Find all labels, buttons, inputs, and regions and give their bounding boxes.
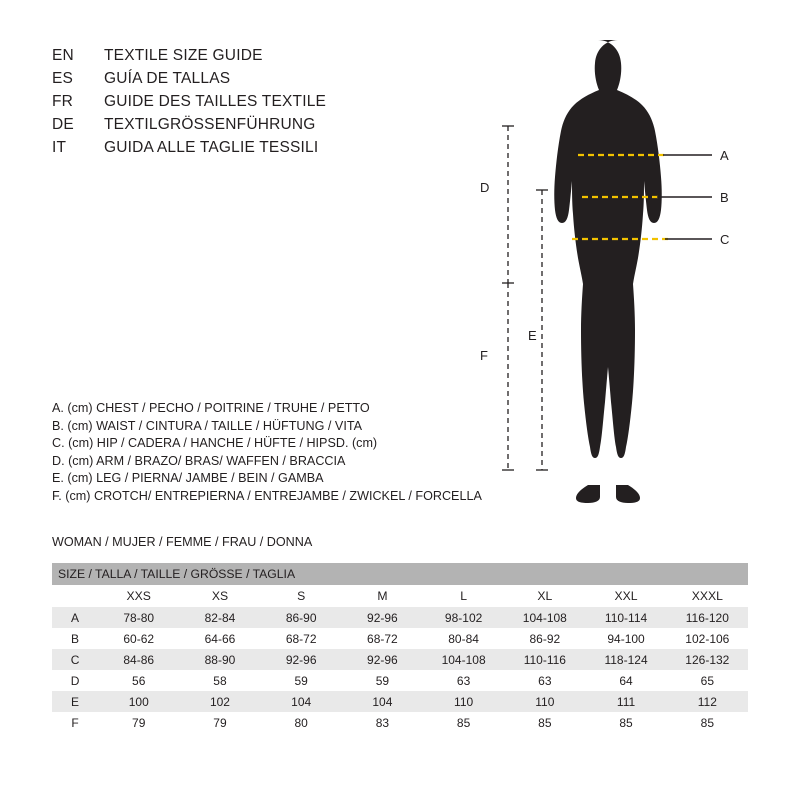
cell-b-xxl: 94-100 (585, 628, 666, 649)
title-row-fr (52, 93, 472, 116)
cell-d-xxs: 56 (98, 670, 179, 691)
cell-b-m: 68-72 (342, 628, 423, 649)
cell-e-s: 104 (261, 691, 342, 712)
cell-b-xxs: 60-62 (98, 628, 179, 649)
legend-item-a: A. (cm) CHEST / PECHO / POITRINE / TRUHE / PETTO (52, 401, 370, 415)
row-key-f: F (52, 712, 98, 733)
legend-item-e: E. (cm) LEG / PIERNA/ JAMBE / BEIN / GAMBA (52, 471, 324, 486)
cell-a-xxxl: 116-120 (667, 607, 748, 628)
row-key-e: E (52, 691, 98, 712)
cell-b-l: 80-84 (423, 628, 504, 649)
cell-f-xxl: 85 (585, 712, 666, 733)
cell-c-xxl: 118-124 (585, 649, 666, 670)
cell-b-xxxl: 102-106 (667, 628, 748, 649)
title-lang-it: IT (52, 139, 67, 156)
title-text-en: TEXTILE SIZE GUIDE (104, 47, 263, 64)
col-xxxl: XXXL (667, 585, 748, 607)
cell-d-xs: 58 (179, 670, 260, 691)
table-row (52, 712, 748, 733)
col-xl: XL (504, 585, 585, 607)
title-row-de (52, 116, 472, 139)
size-table-wrap (52, 563, 748, 733)
gender-line: WOMAN / MUJER / FEMME / FRAU / DONNA (52, 535, 313, 549)
col-xxl: XXL (585, 585, 666, 607)
body-measurement-diagram (460, 30, 780, 530)
legend-item-c: C. (cm) HIP / CADERA / HANCHE / HÜFTE / HIPSD. (cm) (52, 436, 378, 451)
legend-item-b: B. (cm) WAIST / CINTURA / TAILLE / HÜFTUNG / VITA (52, 418, 362, 433)
cell-c-s: 92-96 (261, 649, 342, 670)
cell-a-m: 92-96 (342, 607, 423, 628)
woman-silhouette-icon (554, 40, 662, 503)
label-f: F (480, 348, 488, 363)
title-row-it (52, 139, 472, 162)
cell-d-xxxl: 65 (667, 670, 748, 691)
cell-f-m: 83 (342, 712, 423, 733)
cell-e-xxs: 100 (98, 691, 179, 712)
title-row-en (52, 47, 472, 70)
cell-d-xxl: 64 (585, 670, 666, 691)
table-row (52, 649, 748, 670)
title-lang-de: DE (52, 116, 74, 133)
cell-c-xxs: 84-86 (98, 649, 179, 670)
title-row-es (52, 70, 472, 93)
cell-f-s: 80 (261, 712, 342, 733)
legend-item-f: F. (cm) CROTCH/ ENTREPIERNA / ENTREJAMBE / ZWICKEL / FORCELLA (52, 488, 482, 503)
title-lang-en: EN (52, 47, 74, 64)
row-key-c: C (52, 649, 98, 670)
cell-d-l: 63 (423, 670, 504, 691)
title-text-it: GUIDA ALLE TAGLIE TESSILI (104, 139, 319, 156)
cell-c-m: 92-96 (342, 649, 423, 670)
cell-c-l: 104-108 (423, 649, 504, 670)
cell-b-xs: 64-66 (179, 628, 260, 649)
table-row (52, 628, 748, 649)
cell-e-xxl: 111 (585, 691, 666, 712)
cell-e-xl: 110 (504, 691, 585, 712)
title-lang-fr: FR (52, 93, 74, 110)
cell-f-xxxl: 85 (667, 712, 748, 733)
cell-d-s: 59 (261, 670, 342, 691)
table-row (52, 670, 748, 691)
cell-e-xs: 102 (179, 691, 260, 712)
title-lang-es: ES (52, 70, 74, 87)
cell-f-xs: 79 (179, 712, 260, 733)
cell-c-xs: 88-90 (179, 649, 260, 670)
row-key-d: D (52, 670, 98, 691)
cell-a-xxl: 110-114 (585, 607, 666, 628)
cell-e-xxxl: 112 (667, 691, 748, 712)
cell-a-l: 98-102 (423, 607, 504, 628)
cell-a-xxs: 78-80 (98, 607, 179, 628)
label-c: C (720, 232, 730, 247)
cell-e-m: 104 (342, 691, 423, 712)
row-key-b: B (52, 628, 98, 649)
cell-a-xl: 104-108 (504, 607, 585, 628)
label-e: E (528, 328, 537, 343)
label-d: D (480, 180, 490, 195)
cell-e-l: 110 (423, 691, 504, 712)
cell-c-xl: 110-116 (504, 649, 585, 670)
label-b: B (720, 190, 729, 205)
title-text-es: GUÍA DE TALLAS (104, 70, 231, 87)
table-row (52, 607, 748, 628)
row-key-a: A (52, 607, 98, 628)
col-m: M (342, 585, 423, 607)
title-text-fr: GUIDE DES TAILLES TEXTILE (104, 93, 327, 110)
cell-f-xl: 85 (504, 712, 585, 733)
table-columns-row (52, 585, 748, 607)
title-block (52, 47, 472, 162)
cell-f-xxs: 79 (98, 712, 179, 733)
col-s: S (261, 585, 342, 607)
table-header-label: SIZE / TALLA / TAILLE / GRÖSSE / TAGLIA (52, 563, 748, 585)
label-a: A (720, 148, 729, 163)
cell-f-l: 85 (423, 712, 504, 733)
cell-a-xs: 82-84 (179, 607, 260, 628)
cell-b-xl: 86-92 (504, 628, 585, 649)
table-header-row (52, 563, 748, 585)
col-l: L (423, 585, 504, 607)
title-text-de: TEXTILGRÖSSENFÜHRUNG (104, 116, 316, 133)
size-table (52, 563, 748, 733)
cell-b-s: 68-72 (261, 628, 342, 649)
col-xxs: XXS (98, 585, 179, 607)
cell-a-s: 86-90 (261, 607, 342, 628)
cell-d-m: 59 (342, 670, 423, 691)
cell-d-xl: 63 (504, 670, 585, 691)
table-row (52, 691, 748, 712)
legend-item-d: D. (cm) ARM / BRAZO/ BRAS/ WAFFEN / BRACCIA (52, 453, 346, 468)
col-xs: XS (179, 585, 260, 607)
cell-c-xxxl: 126-132 (667, 649, 748, 670)
col-blank (52, 585, 98, 607)
